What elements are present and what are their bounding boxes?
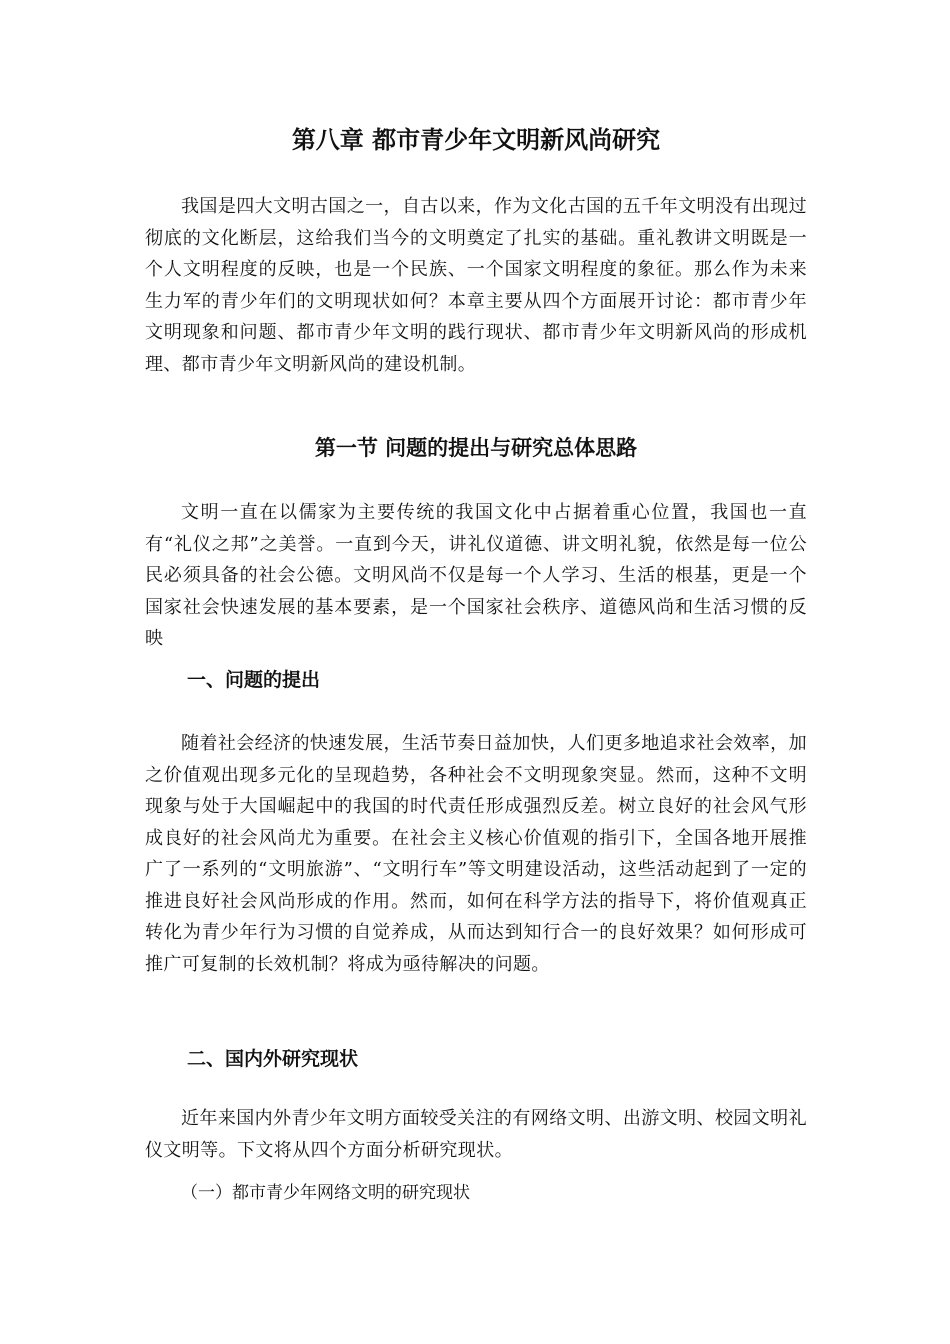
subsection-heading-problem: 一、问题的提出 [187, 669, 321, 691]
research-status-paragraph: 近年来国内外青少年文明方面较受关注的有网络文明、出游文明、校园文明礼仪文明等。下文将从四个方面分析研究现状。 [145, 1108, 807, 1161]
section-title: 第一节 问题的提出与研究总体思路 [314, 436, 638, 460]
problem-paragraph: 随着社会经济的快速发展，生活节奏日益加快，人们更多地追求社会效率，加之价值观出现多元化的呈现趋势，各种社会不文明现象突显。然而，这种不文明现象与处于大国崛起中的我国的时代责任形成强烈反差。树立良好的社会风气形成良好的社会风尚尤为重要。在社会主义核心价值观的指引下，全国各地开展推广了一系列的“文明旅游”、“文明行车”等文明建设活动，这些活动起到了一定的推进良好社会风尚形成的作用。然而，如何在科学方法的指导下，将价值观真正转化为青少年行为习惯的自觉养成，从而达到知行合一的良好效果？如何形成可推广可复制的长效机制？将成为亟待解决的问题。 [145, 733, 807, 975]
chapter-intro-paragraph: 我国是四大文明古国之一，自古以来，作为文化古国的五千年文明没有出现过彻底的文化断层，这给我们当今的文明奠定了扎实的基础。重礼教讲文明既是一个人文明程度的反映，也是一个民族、一个国家文明程度的象征。那么作为未来生力军的青少年们的文明现状如何？本章主要从四个方面展开讨论：都市青少年文明现象和问题、都市青少年文明的践行现状、都市青少年文明新风尚的形成机理、都市青少年文明新风尚的建设机制。 [145, 196, 807, 375]
section-intro-paragraph: 文明一直在以儒家为主要传统的我国文化中占据着重心位置，我国也一直有“礼仪之邦”之美誉。一直到今天，讲礼仪道德、讲文明礼貌，依然是每一位公民必须具备的社会公德。文明风尚不仅是每一个人学习、生活的根基，更是一个国家社会快速发展的基本要素，是一个国家社会秩序、道德风尚和生活习惯的反映 [145, 502, 807, 649]
subsection-heading-research-status: 二、国内外研究现状 [187, 1048, 359, 1070]
chapter-title: 第八章 都市青少年文明新风尚研究 [291, 126, 661, 154]
sub-subsection-network-civility: （一）都市青少年网络文明的研究现状 [181, 1183, 470, 1203]
